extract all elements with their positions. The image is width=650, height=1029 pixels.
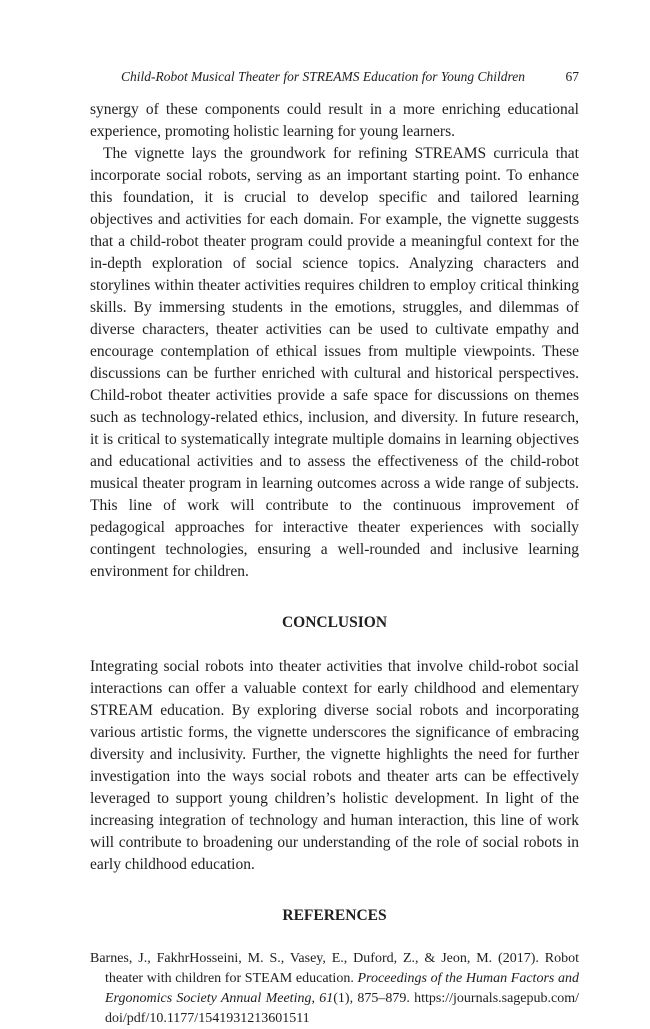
references-heading: REFERENCES: [282, 907, 387, 924]
conclusion-heading: CONCLUSION: [281, 614, 388, 631]
reference-journal: Proceedings of the Human Factors and Ergonomics Society Annual Meeting: [105, 971, 579, 1006]
reference-entry: [90, 949, 579, 1029]
document-page: [90, 66, 579, 1029]
conclusion-paragraph: Integrating social robots into theater activities that involve child-robot social interactions can offer a valuable context for early childhood and elementary STREAM education. By exploring diverse social robots and incorporating various artistic forms, the vignette underscores the significance of embracing diversity and inclusivity. Further, the vignette highlights the need for further investigation into the ways social robots and theater arts can be effectively leveraged to support young children’s holistic development. In light of the increasing integration of technology and human interaction, this line of work will contribute to broadening our understanding of the role of social robots in early childhood education.: [90, 658, 579, 873]
reference-url-link[interactable]: https://journals.sagepub.com/doi/pdf/10.1177/1541931213601511: [105, 991, 580, 1026]
reference-citation: Barnes, J., FakhrHosseini, M. S., Vasey, E., Duford, Z., & Jeon, M. (2017). Robot theater with children for STEAM education.: [90, 951, 579, 986]
running-head-title: Child-Robot Musical Theater for STREAMS Education for Young Children: [121, 69, 525, 84]
reference-separator: ,: [311, 991, 320, 1006]
running-head: [90, 66, 579, 88]
page-number: 67: [565, 69, 579, 84]
reference-volume: 61: [319, 991, 334, 1006]
body-paragraph-vignette: The vignette lays the groundwork for refining STREAMS curricula that incorporate social robots, serving as an important starting point. To enhance this foundation, it is crucial to develop specific and tailored learning objectives and activities for each domain. For example, the vignette suggests that a child-robot theater program could provide a meaningful context for the in-depth exploration of social science topics. Analyzing characters and storylines within theater activities requires children to employ critical thinking skills. By immersing students in the emotions, struggles, and dilemmas of diverse characters, theater activities can be used to cultivate empathy and encourage contemplation of ethical issues from multiple viewpoints. These discussions can be further enriched with cultural and historical perspectives. Child-robot theater activities provide a safe space for discussions on themes such as technology-related ethics, inclusion, and diversity. In future research, it is critical to systematically integrate multiple domains in learning objectives and educational activities and to assess the effectiveness of the child-robot musical theater program in learning outcomes across a wide range of subjects. This line of work will contribute to the continuous improvement of pedagogical approaches for interactive theater experiences with socially contingent technologies, ensuring a well-rounded and inclusive learning environment for children.: [90, 145, 579, 580]
body-paragraph-continued: synergy of these components could result in a more enriching educational experience, promoting holistic learning for young learners.: [90, 101, 579, 140]
reference-issue-pages: (1), 875–879.: [333, 991, 415, 1006]
